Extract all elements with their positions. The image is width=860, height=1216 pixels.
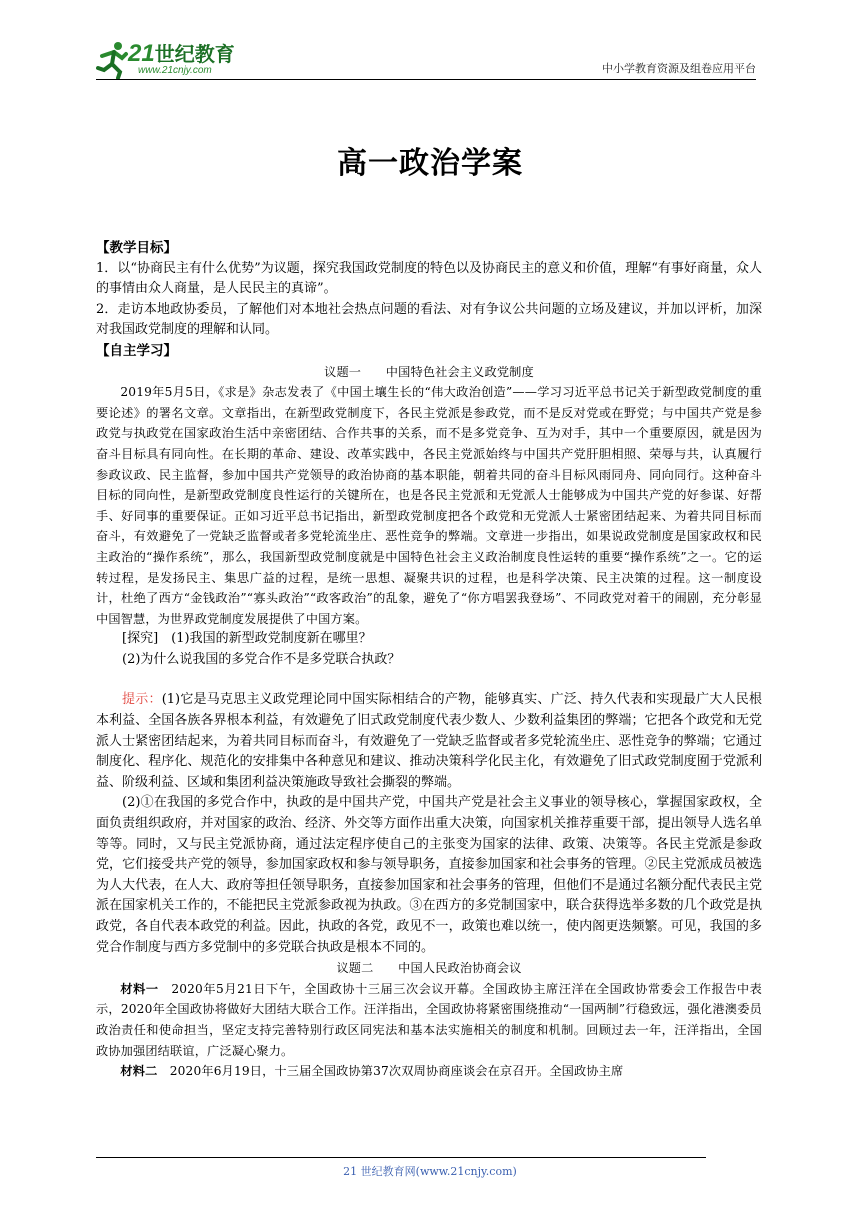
logo-url: www.21cnjy.com [138, 65, 212, 76]
material-1-paragraph: 2019年5月5日，《求是》杂志发表了《中国土壤生长的“伟大政治创造”——学习习近平总书记关于新型政党制度的重要论述》的署名文章。文章指出，在新型政党制度下，各民主党派是参政党，而不是反对党或在野党；与中国共产党是参政党与执政党在国家政治生活中亲密团结、合作共事的关系，而不是多党竞争、互为对手，其中一个重要原因，就是因为奋斗目标具有同向性。在长期的革命、建设、改革实践中，各民主党派始终与中国共产党肝胆相照、荣辱与共，认真履行参政议政、民主监督，参加中国共产党领导的政治协商的基本职能，朝着共同的奋斗目标风雨同舟、同向同行。这种奋斗目标的同向性，是新型政党制度良性运行的关键所在，也是各民主党派和无党派人士能够成为中国共产党的好参谋、好帮手、好同事的重要保证。正如习近平总书记指出，新型政党制度把各个政党和无党派人士紧密团结起来、为着共同目标而奋斗，有效避免了一党缺乏监督或者多党轮流坐庄、恶性竞争的弊端。文章进一步指出，如果说政党制度是国家政权和民主政治的“操作系统”，那么，我国新型政党制度就是中国特色社会主义政治制度良性运转的重要“操作系统”之一。它的运转过程，是发扬民主、集思广益的过程，是统一思想、凝聚共识的过程，也是科学决策、民主决策的过程。这一制度设计，杜绝了西方“金钱政治”“寡头政治”“政客政治”的乱象，避免了“你方唱罢我登场”、不同政党对着干的闹剧，充分彰显中国智慧，为世界政党制度发展提供了中国方案。 [96, 385, 762, 626]
page-header [96, 38, 756, 80]
explore-question-2: (2)为什么说我国的多党合作不是多党联合执政？ [122, 651, 401, 667]
goals-heading: 【教学目标】 [96, 240, 177, 256]
spacer [96, 670, 762, 690]
logo-text: 21世纪教育 [128, 40, 235, 67]
topic-2-heading: 议题二 中国人民政治协商会议 [336, 961, 522, 976]
material-one-label: 材料一 [120, 981, 159, 996]
hint-paragraph-2: (2)①在我国的多党合作中，执政的是中国共产党，中国共产党是社会主义事业的领导核心，掌握国家政权，全面负责组织政府，并对国家的政治、经济、外交等方面作出重大决策，向国家机关推荐重要干部，提出领导人选名单等等。同时，又与民主党派协商，通过法定程序使自己的主张变为国家的法律、政策、决策等。各民主党派是参政党，它们接受共产党的领导，参加国家政权和参与领导职务，直接参加国家和社会事务的管理。②民主党派成员被选为人大代表，在人大、政府等担任领导职务，直接参加国家和社会事务的管理，但他们不是通过名额分配代表民主党派在国家机关工作的，不能把民主党派参政视为执政。③在西方的多党制国家中，联合获得选举多数的几个政党是执政党，各自代表本政党的利益。因此，执政的各党，政见不一，政策也难以统一，使内阁更迭频繁。可见，我国的多党合作制度与西方多党制中的多党联合执政是根本不同的。 [96, 795, 762, 955]
goal-item-2: 2．走访本地政协委员，了解他们对本地社会热点问题的看法、对有争议公共问题的立场及建议，并加以评析，加深对我国政党制度的理解和认同。 [96, 301, 762, 338]
material-two-label: 材料二 [120, 1064, 158, 1079]
page-title: 高一政治学案 [337, 146, 523, 181]
explore-question-1: [探究] (1)我国的新型政党制度新在哪里？ [122, 631, 372, 647]
hint-label: 提示： [122, 692, 162, 708]
material-one-paragraph: 材料一 2020年5月21日下午，全国政协十三届三次会议开幕。全国政协主席汪洋在全国政协常委会工作报告中表示，2020年全国政协将做好大团结大联合工作。汪洋指出，全国政协将紧密围绕推动“一国两制”行稳致远，强化港澳委员政治责任和使命担当，坚定支持完善特别行政区同宪法和基本法实施相关的制度和机制。回顾过去一年，汪洋指出，全国政协加强团结联谊，广泛凝心聚力。 [96, 981, 762, 1058]
runner-icon [96, 40, 130, 80]
header-divider [96, 79, 756, 80]
footer-divider [96, 1157, 706, 1158]
explore-label: [探究] [122, 631, 159, 647]
hint-paragraph-1: 提示：(1)它是马克思主义政党理论同中国实际相结合的产物，能够真实、广泛、持久代表和实现最广大人民根本利益、全国各族各界根本利益，有效避免了旧式政党制度代表少数人、少数利益集团的弊端；它把各个政党和无党派人士紧密团结起来，为着共同目标而奋斗，有效避免了一党缺乏监督或者多党轮流坐庄、恶性竞争的弊端；它通过制度化、程序化、规范化的安排集中各种意见和建议、推动决策科学化民主化，有效避免了旧式政党制度囿于党派利益、阶级利益、区域和集团利益决策施政导致社会撕裂的弊端。 [96, 692, 762, 790]
study-heading: 【自主学习】 [96, 342, 177, 359]
topic-1-heading: 议题一 中国特色社会主义政党制度 [324, 364, 534, 379]
platform-name: 中小学教育资源及组卷应用平台 [602, 62, 756, 75]
material-two-paragraph: 材料二 2020年6月19日，十三届全国政协第37次双周协商座谈会在京召开。全国政协主席 [120, 1064, 624, 1079]
document-body [96, 238, 762, 1082]
goal-item-1: 1．以“协商民主有什么优势”为议题，探究我国政党制度的特色以及协商民主的意义和价值，理解“有事好商量，众人的事情由众人商量，是人民民主的真谛”。 [96, 260, 762, 297]
page-footer[interactable]: 21 世纪教育网(www.21cnjy.com) [343, 1165, 517, 1178]
site-logo[interactable] [96, 38, 266, 80]
